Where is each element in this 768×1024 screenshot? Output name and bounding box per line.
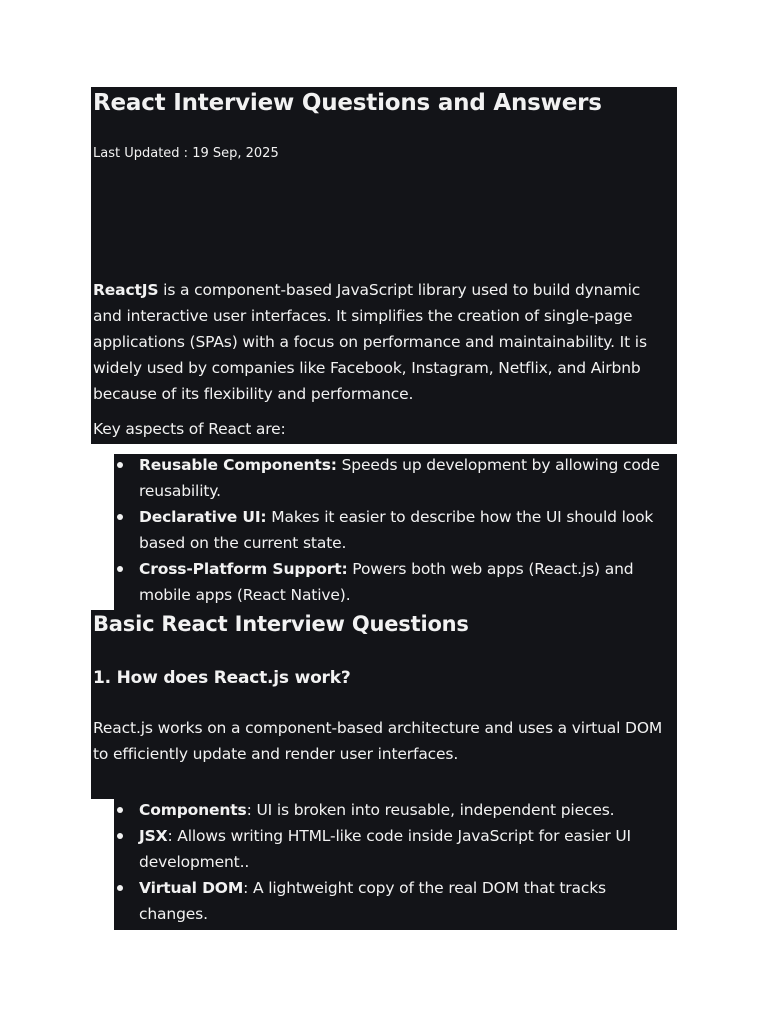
answer-paragraph — [93, 715, 662, 767]
intro-line: widely used by companies like Facebook, Instagram, Netflix, and Airbnb — [93, 359, 641, 377]
intro-term: ReactJS — [93, 281, 159, 299]
list-item — [114, 823, 674, 875]
list-item-text: Makes it easier to describe how the UI should look — [266, 508, 654, 526]
list-item — [114, 452, 674, 504]
list-item-text: : UI is broken into reusable, independent pieces. — [246, 801, 615, 819]
answer-line: React.js works on a component-based architecture and uses a virtual DOM — [93, 719, 663, 737]
key-aspects-list — [114, 452, 674, 608]
list-item-text: Powers both web apps (React.js) and — [347, 560, 634, 578]
question-heading: 1. How does React.js work? — [93, 668, 351, 688]
list-item-term: Declarative UI: — [139, 508, 267, 526]
list-item-text: : Allows writing HTML-like code inside JavaScript for easier UI — [167, 827, 631, 845]
section-title: Basic React Interview Questions — [93, 612, 469, 636]
article-title: React Interview Questions and Answers — [93, 90, 602, 116]
list-item-term: Virtual DOM — [139, 879, 244, 897]
how-it-works-list — [114, 797, 674, 927]
list-item-text: Speeds up development by allowing code — [336, 456, 660, 474]
list-item — [114, 556, 674, 608]
intro-line: is a component-based JavaScript library used to build dynamic — [158, 281, 641, 299]
list-item-text: changes. — [139, 905, 208, 923]
list-item — [114, 797, 674, 823]
intro-line: and interactive user interfaces. It simplifies the creation of single-page — [93, 307, 633, 325]
list-item — [114, 504, 674, 556]
last-updated: Last Updated : 19 Sep, 2025 — [93, 146, 279, 161]
list-item-text: mobile apps (React Native). — [139, 586, 351, 604]
list-item-term: Components — [139, 801, 247, 819]
intro-line: because of its flexibility and performance. — [93, 385, 414, 403]
list-item-term: Cross-Platform Support: — [139, 560, 348, 578]
list-item-text: : A lightweight copy of the real DOM that tracks — [243, 879, 606, 897]
list-item-term: Reusable Components: — [139, 456, 337, 474]
key-aspects-label: Key aspects of React are: — [93, 420, 286, 438]
intro-line: applications (SPAs) with a focus on performance and maintainability. It is — [93, 333, 647, 351]
answer-line: to efficiently update and render user interfaces. — [93, 745, 459, 763]
list-item-term: JSX — [139, 827, 168, 845]
list-item-text: based on the current state. — [139, 534, 347, 552]
intro-paragraph — [93, 277, 675, 407]
list-item-text: development.. — [139, 853, 250, 871]
list-item — [114, 875, 674, 927]
list-item-text: reusability. — [139, 482, 221, 500]
